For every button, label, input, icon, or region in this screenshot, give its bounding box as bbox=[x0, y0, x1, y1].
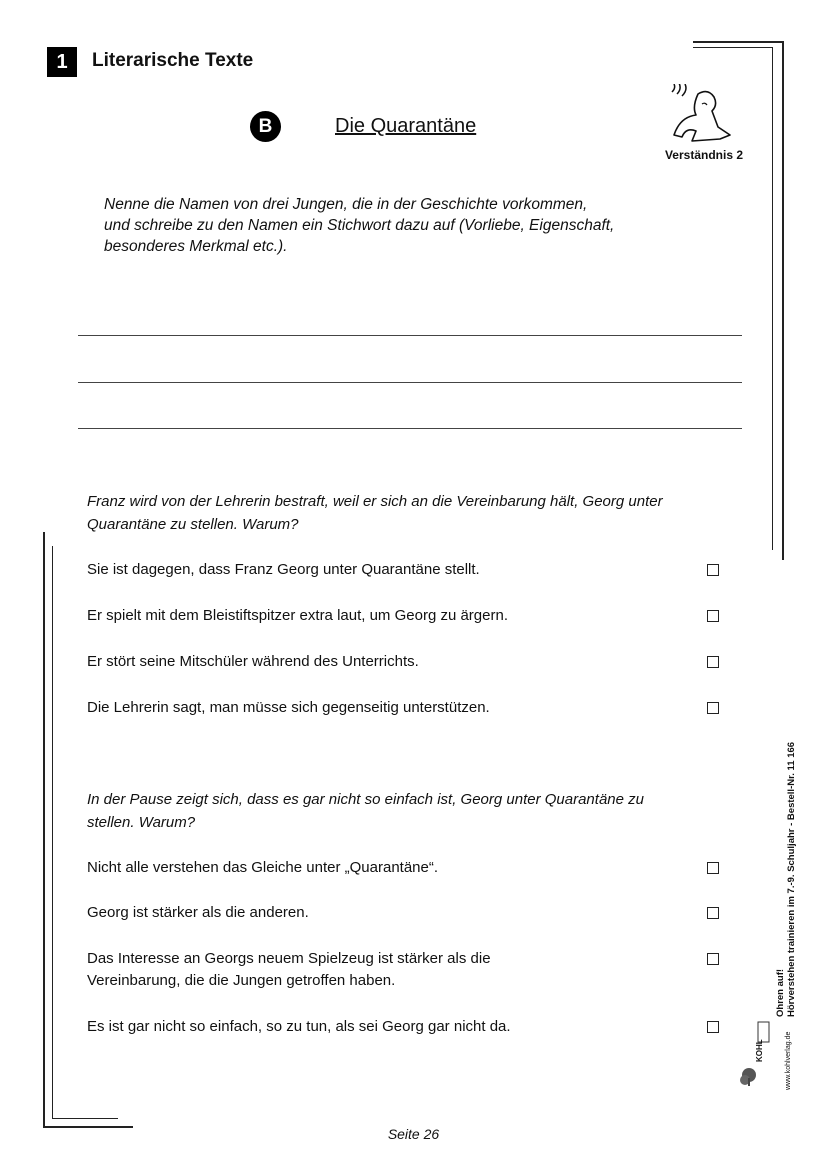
answer-line[interactable] bbox=[78, 382, 742, 383]
answer-line[interactable] bbox=[78, 428, 742, 429]
q2-option: Nicht alle verstehen das Gleiche unter „Quarantäne“. bbox=[87, 859, 439, 876]
q2-option-checkbox[interactable] bbox=[707, 907, 719, 919]
q2-option: Es ist gar nicht so einfach, so zu tun, als sei Georg gar nicht da. bbox=[87, 1018, 511, 1035]
q1-option-checkbox[interactable] bbox=[707, 564, 719, 576]
question-line: Franz wird von der Lehrerin bestraft, weil er sich an die Vereinbarung hält, Georg unter bbox=[87, 493, 663, 510]
question-line: Quarantäne zu stellen. Warum? bbox=[87, 516, 299, 533]
frame-bottom-left-inner-h bbox=[52, 1118, 118, 1119]
frame-bottom-left-inner-v bbox=[52, 546, 53, 1119]
q1-option-checkbox[interactable] bbox=[707, 610, 719, 622]
question-line: In der Pause zeigt sich, dass es gar nicht so einfach ist, Georg unter Quarantäne zu bbox=[87, 791, 644, 808]
q2-option bbox=[87, 948, 687, 992]
q1-option-checkbox[interactable] bbox=[707, 702, 719, 714]
q1-option-checkbox[interactable] bbox=[707, 656, 719, 668]
instruction-text bbox=[104, 194, 684, 257]
q2-option-checkbox[interactable] bbox=[707, 953, 719, 965]
q1-option: Er spielt mit dem Bleistiftspitzer extra laut, um Georg zu ärgern. bbox=[87, 607, 508, 624]
side-publisher-text bbox=[775, 707, 797, 1017]
frame-top-right-inner-v bbox=[772, 47, 773, 550]
side-line: Hörverstehen trainieren im 7.-9. Schuljahr - Bestell-Nr. 11 166 bbox=[786, 741, 797, 1017]
listening-icon bbox=[666, 84, 736, 142]
q2-option: Georg ist stärker als die anderen. bbox=[87, 904, 309, 921]
question-line: stellen. Warum? bbox=[87, 814, 196, 831]
q1-option: Er stört seine Mitschüler während des Unterrichts. bbox=[87, 653, 419, 670]
side-line: Ohren auf! bbox=[775, 968, 786, 1017]
side-url: www.kohlverlag.de bbox=[785, 1031, 792, 1090]
instruction-line: besonderes Merkmal etc.). bbox=[104, 238, 288, 255]
question-1 bbox=[87, 490, 747, 536]
q2-option-line: Vereinbarung, die die Jungen getroffen haben. bbox=[87, 972, 396, 989]
question-2 bbox=[87, 788, 747, 834]
chapter-number: 1 bbox=[47, 47, 77, 77]
frame-bottom-left-outer-v bbox=[43, 532, 45, 1128]
q2-option-checkbox[interactable] bbox=[707, 862, 719, 874]
frame-top-right-outer-h bbox=[693, 41, 784, 43]
q1-option: Sie ist dagegen, dass Franz Georg unter Quarantäne stellt. bbox=[87, 561, 480, 578]
instruction-line: und schreibe zu den Namen ein Stichwort dazu auf (Vorliebe, Eigenschaft, bbox=[104, 217, 615, 234]
section-badge: B bbox=[250, 111, 281, 142]
q2-option-checkbox[interactable] bbox=[707, 1021, 719, 1033]
page-number: Seite 26 bbox=[387, 1126, 440, 1142]
publisher-logo-text: KOHL bbox=[755, 1039, 764, 1062]
frame-top-right-inner-h bbox=[693, 47, 773, 48]
q1-option: Die Lehrerin sagt, man müsse sich gegenseitig unterstützen. bbox=[87, 699, 490, 716]
section-title: Die Quarantäne bbox=[335, 115, 477, 137]
instruction-line: Nenne die Namen von drei Jungen, die in der Geschichte vorkommen, bbox=[104, 196, 588, 213]
answer-line[interactable] bbox=[78, 335, 742, 336]
chapter-title: Literarische Texte bbox=[92, 50, 254, 71]
corner-caption: Verständnis 2 bbox=[664, 148, 744, 162]
frame-top-right-outer-v bbox=[782, 41, 784, 560]
q2-option-line: Das Interesse an Georgs neuem Spielzeug ist stärker als die bbox=[87, 950, 491, 967]
